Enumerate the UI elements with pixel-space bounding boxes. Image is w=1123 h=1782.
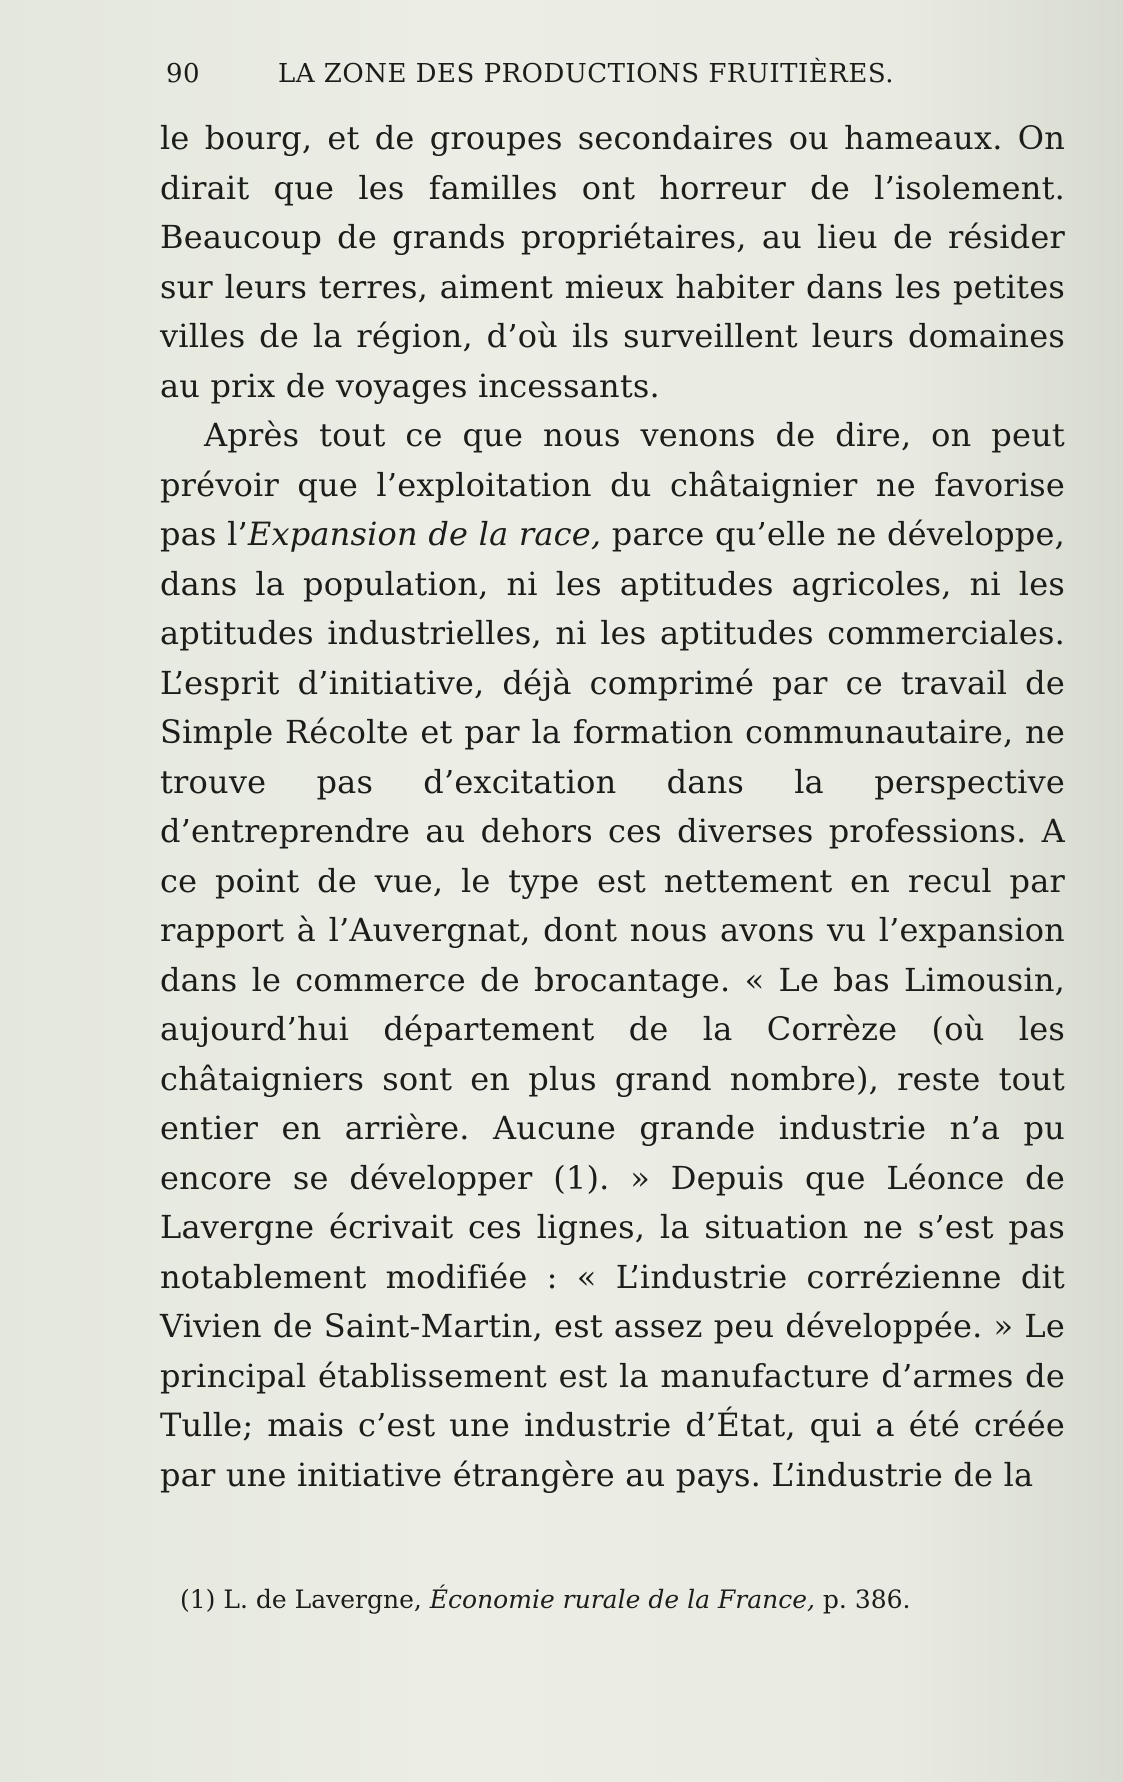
paragraph-2-text-a: Après tout ce que nous venons de dire, on peut prévoir que l’exploitation du châtaignier ne favorise pas l’: [160, 416, 1065, 553]
footnote-prefix: (1) L. de Lavergne,: [180, 1585, 430, 1614]
paragraph-1: le bourg, et de groupes secondaires ou hameaux. On dirait que les familles ont horreur de l’isolement. Beaucoup de grands propriétaires, au lieu de résider sur leurs terres, aiment mieux habiter dans les petites villes de la région, d’où ils surveillent leurs domaines au prix de voyages incessants.: [160, 119, 1065, 405]
paragraph-2-text-b: parce qu’elle ne développe, dans la population, ni les aptitudes agricoles, ni les aptitudes industrielles, ni les aptitudes commerciales. L’esprit d’initiative, déjà comprimé par ce travail de Simple Récolte et par la formation communautaire, ne trouve pas d’excitation dans la perspective d’entreprendre au dehors ces diverses professions. A ce point de vue, le type est nettement en recul par rapport à l’Auvergnat, dont nous avons vu l’expansion dans le commerce de brocantage. « Le bas Limousin, aujourd’hui département de la Corrèze (où les châtaigniers sont en plus grand nombre), reste tout entier en arrière. Aucune grande industrie n’a pu encore se développer (1). » Depuis que Léonce de Lavergne écrivait ces lignes, la situation ne s’est pas notablement modifiée : « L’industrie corrézienne dit Vivien de Saint-Martin, est assez peu développée. » Le principal établissement est la manufacture d’armes de Tulle; mais c’est une industrie d’État, qui a été créée par une initiative étrangère au pays. L’industrie de la: [160, 515, 1065, 1494]
running-head-title: LA ZONE DES PRODUCTIONS FRUITIÈRES.: [278, 59, 894, 89]
footnote-title: Économie rurale de la France,: [429, 1585, 815, 1614]
book-page: [160, 48, 1065, 1500]
paragraph-2: [160, 411, 1065, 1500]
page-number: 90: [166, 59, 201, 89]
body-text: [160, 114, 1065, 1500]
running-head: [166, 48, 1065, 100]
footnote: [180, 1580, 910, 1620]
paragraph-2-emphasis: Expansion de la race,: [247, 515, 602, 553]
footnote-suffix: p. 386.: [814, 1585, 911, 1614]
